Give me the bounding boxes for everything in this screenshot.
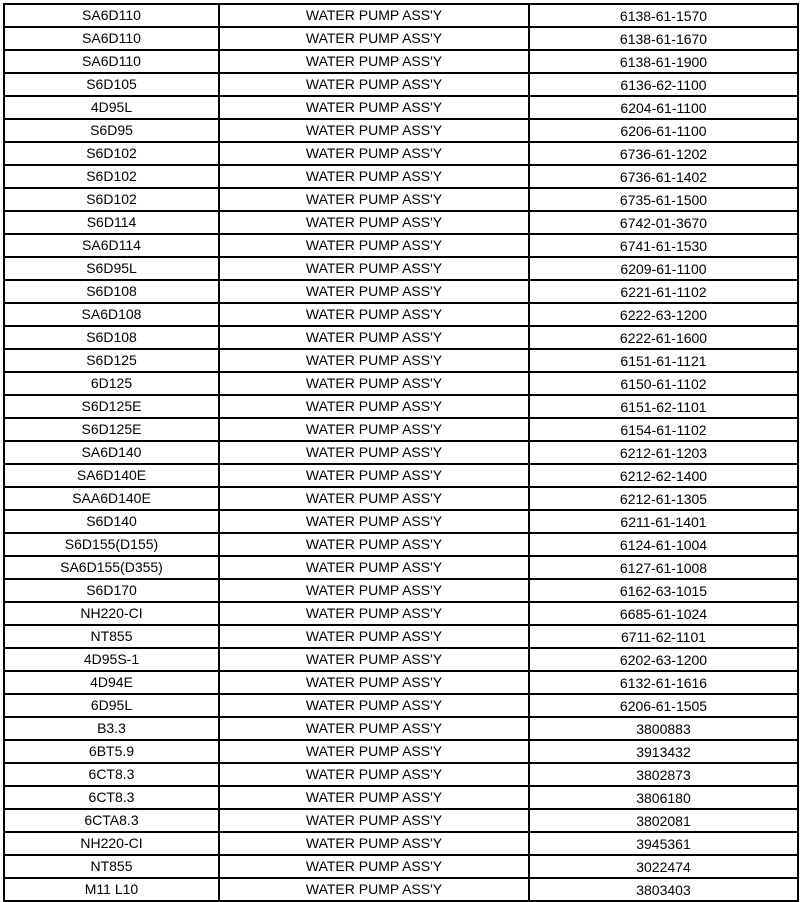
part-number-cell: 3913432 [529,740,798,763]
table-row [4,234,798,257]
parts-table [3,3,799,902]
model-cell: SA6D114 [4,234,219,257]
part-number-cell: 6685-61-1024 [529,602,798,625]
part-number-cell: 6211-61-1401 [529,510,798,533]
model-cell: S6D125E [4,395,219,418]
part-number-cell: 6711-62-1101 [529,625,798,648]
model-cell: S6D102 [4,165,219,188]
part-number-cell: 6127-61-1008 [529,556,798,579]
table-row [4,326,798,349]
table-row [4,809,798,832]
description-cell: WATER PUMP ASS'Y [219,671,529,694]
model-cell: S6D125 [4,349,219,372]
table-row [4,4,798,27]
table-row [4,510,798,533]
part-number-cell: 6209-61-1100 [529,257,798,280]
model-cell: S6D95 [4,119,219,142]
table-row [4,257,798,280]
description-cell: WATER PUMP ASS'Y [219,303,529,326]
part-number-cell: 6150-61-1102 [529,372,798,395]
model-cell: S6D114 [4,211,219,234]
part-number-cell: 6736-61-1202 [529,142,798,165]
table-row [4,96,798,119]
model-cell: SA6D155(D355) [4,556,219,579]
part-number-cell: 6741-61-1530 [529,234,798,257]
model-cell: 4D95S-1 [4,648,219,671]
model-cell: SAA6D140E [4,487,219,510]
description-cell: WATER PUMP ASS'Y [219,533,529,556]
description-cell: WATER PUMP ASS'Y [219,763,529,786]
table-row [4,50,798,73]
part-number-cell: 6154-61-1102 [529,418,798,441]
table-row [4,418,798,441]
description-cell: WATER PUMP ASS'Y [219,349,529,372]
model-cell: B3.3 [4,717,219,740]
model-cell: SA6D110 [4,50,219,73]
description-cell: WATER PUMP ASS'Y [219,625,529,648]
table-row [4,349,798,372]
model-cell: 4D94E [4,671,219,694]
part-number-cell: 6206-61-1100 [529,119,798,142]
table-row [4,832,798,855]
description-cell: WATER PUMP ASS'Y [219,280,529,303]
description-cell: WATER PUMP ASS'Y [219,165,529,188]
part-number-cell: 6742-01-3670 [529,211,798,234]
part-number-cell: 6212-62-1400 [529,464,798,487]
description-cell: WATER PUMP ASS'Y [219,786,529,809]
description-cell: WATER PUMP ASS'Y [219,257,529,280]
table-row [4,786,798,809]
part-number-cell: 6221-61-1102 [529,280,798,303]
table-row [4,464,798,487]
part-number-cell: 6206-61-1505 [529,694,798,717]
description-cell: WATER PUMP ASS'Y [219,487,529,510]
model-cell: 6CT8.3 [4,763,219,786]
table-row [4,211,798,234]
table-row [4,165,798,188]
part-number-cell: 3803403 [529,878,798,901]
table-row [4,27,798,50]
description-cell: WATER PUMP ASS'Y [219,211,529,234]
table-row [4,740,798,763]
model-cell: S6D95L [4,257,219,280]
description-cell: WATER PUMP ASS'Y [219,326,529,349]
part-number-cell: 6138-61-1670 [529,27,798,50]
model-cell: S6D125E [4,418,219,441]
table-row [4,533,798,556]
description-cell: WATER PUMP ASS'Y [219,717,529,740]
model-cell: 6BT5.9 [4,740,219,763]
table-row [4,188,798,211]
model-cell: SA6D140E [4,464,219,487]
description-cell: WATER PUMP ASS'Y [219,510,529,533]
part-number-cell: 3802873 [529,763,798,786]
table-row [4,694,798,717]
table-row [4,372,798,395]
description-cell: WATER PUMP ASS'Y [219,395,529,418]
description-cell: WATER PUMP ASS'Y [219,234,529,257]
description-cell: WATER PUMP ASS'Y [219,142,529,165]
part-number-cell: 6202-63-1200 [529,648,798,671]
description-cell: WATER PUMP ASS'Y [219,188,529,211]
model-cell: 6CT8.3 [4,786,219,809]
description-cell: WATER PUMP ASS'Y [219,602,529,625]
table-row [4,878,798,901]
description-cell: WATER PUMP ASS'Y [219,855,529,878]
model-cell: SA6D110 [4,4,219,27]
part-number-cell: 6212-61-1203 [529,441,798,464]
model-cell: 4D95L [4,96,219,119]
part-number-cell: 3945361 [529,832,798,855]
part-number-cell: 3022474 [529,855,798,878]
part-number-cell: 6138-61-1900 [529,50,798,73]
part-number-cell: 6222-61-1600 [529,326,798,349]
table-row [4,625,798,648]
description-cell: WATER PUMP ASS'Y [219,579,529,602]
part-number-cell: 6735-61-1500 [529,188,798,211]
model-cell: S6D155(D155) [4,533,219,556]
part-number-cell: 3800883 [529,717,798,740]
table-row [4,303,798,326]
part-number-cell: 6162-63-1015 [529,579,798,602]
table-row [4,579,798,602]
table-row [4,671,798,694]
part-number-cell: 3802081 [529,809,798,832]
part-number-cell: 6138-61-1570 [529,4,798,27]
model-cell: NT855 [4,625,219,648]
part-number-cell: 6136-62-1100 [529,73,798,96]
model-cell: NT855 [4,855,219,878]
model-cell: S6D108 [4,326,219,349]
model-cell: S6D102 [4,188,219,211]
description-cell: WATER PUMP ASS'Y [219,809,529,832]
table-row [4,441,798,464]
description-cell: WATER PUMP ASS'Y [219,878,529,901]
table-row [4,648,798,671]
description-cell: WATER PUMP ASS'Y [219,96,529,119]
model-cell: S6D102 [4,142,219,165]
table-row [4,717,798,740]
table-row [4,487,798,510]
model-cell: SA6D108 [4,303,219,326]
description-cell: WATER PUMP ASS'Y [219,418,529,441]
part-number-cell: 6151-62-1101 [529,395,798,418]
table-row [4,855,798,878]
part-number-cell: 6222-63-1200 [529,303,798,326]
model-cell: SA6D110 [4,27,219,50]
model-cell: S6D105 [4,73,219,96]
part-number-cell: 6132-61-1616 [529,671,798,694]
description-cell: WATER PUMP ASS'Y [219,27,529,50]
part-number-cell: 6212-61-1305 [529,487,798,510]
description-cell: WATER PUMP ASS'Y [219,441,529,464]
description-cell: WATER PUMP ASS'Y [219,648,529,671]
model-cell: 6CTA8.3 [4,809,219,832]
model-cell: S6D140 [4,510,219,533]
table-row [4,73,798,96]
description-cell: WATER PUMP ASS'Y [219,556,529,579]
model-cell: 6D95L [4,694,219,717]
part-number-cell: 6151-61-1121 [529,349,798,372]
description-cell: WATER PUMP ASS'Y [219,4,529,27]
model-cell: NH220-CI [4,602,219,625]
part-number-cell: 3806180 [529,786,798,809]
table-row [4,763,798,786]
table-row [4,119,798,142]
model-cell: SA6D140 [4,441,219,464]
model-cell: NH220-CI [4,832,219,855]
description-cell: WATER PUMP ASS'Y [219,694,529,717]
table-row [4,556,798,579]
model-cell: S6D108 [4,280,219,303]
description-cell: WATER PUMP ASS'Y [219,119,529,142]
model-cell: S6D170 [4,579,219,602]
part-number-cell: 6204-61-1100 [529,96,798,119]
table-row [4,280,798,303]
model-cell: 6D125 [4,372,219,395]
model-cell: M11 L10 [4,878,219,901]
description-cell: WATER PUMP ASS'Y [219,832,529,855]
description-cell: WATER PUMP ASS'Y [219,50,529,73]
description-cell: WATER PUMP ASS'Y [219,372,529,395]
description-cell: WATER PUMP ASS'Y [219,464,529,487]
table-row [4,395,798,418]
part-number-cell: 6736-61-1402 [529,165,798,188]
table-row [4,602,798,625]
parts-table-body [4,4,798,901]
description-cell: WATER PUMP ASS'Y [219,73,529,96]
description-cell: WATER PUMP ASS'Y [219,740,529,763]
part-number-cell: 6124-61-1004 [529,533,798,556]
table-row [4,142,798,165]
